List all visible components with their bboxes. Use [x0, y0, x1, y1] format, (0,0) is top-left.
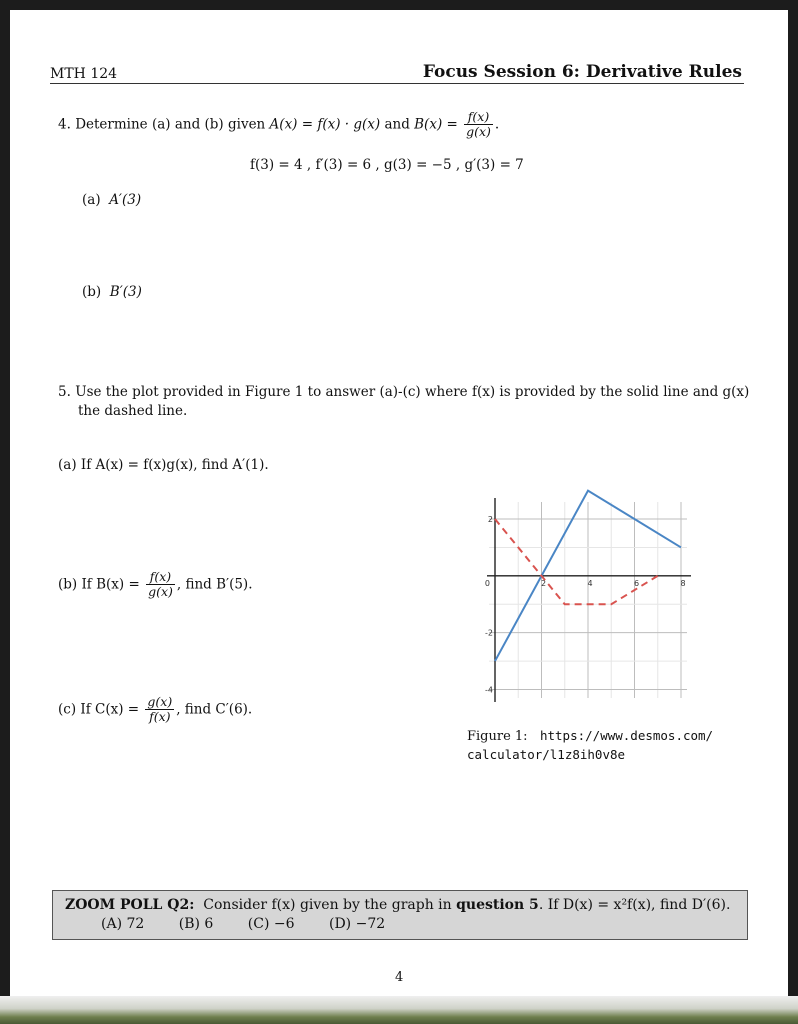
question-4b: (b) B′(3)	[82, 284, 142, 300]
poll-option-c: (C) −6	[247, 916, 295, 932]
question-5b: (b) If B(x) = $\frac{f(x)}{g(x)}$ , find B′(5).	[58, 569, 253, 600]
poll-question: ZOOM POLL Q2: Consider f(x) given by the graph in question 5. If D(x) = x²f(x), find D′(6).	[65, 897, 731, 913]
x-tick-label: 4	[587, 578, 593, 588]
figure-caption-line2: calculator/l1z8ih0v8e	[467, 747, 626, 762]
zoom-poll-box	[52, 890, 748, 940]
x-tick-label: 6	[633, 578, 640, 588]
poll-option-a: (A) 72	[101, 916, 145, 932]
page-title: Focus Session 6: Derivative Rules	[422, 62, 742, 82]
figure-1-graph	[473, 482, 703, 717]
y-tick-label: -4	[485, 685, 493, 695]
figure-caption-line1: Figure 1: https://www.desmos.com/	[467, 728, 714, 744]
question-5a: (a) If A(x) = f(x)g(x), find A′(1).	[58, 457, 269, 473]
g-dashed-line	[495, 519, 658, 604]
question-5-prompt-line1: 5. Use the plot provided in Figure 1 to answer (a)-(c) where f(x) is provided by the solid line and g(x)	[58, 384, 750, 400]
question-4-prompt: 4. Determine (a) and (b) given A(x) = f(x) · g(x) and B(x) = $\frac{f(x)}{g(x)}$ .	[58, 109, 500, 140]
y-tick-label: -2	[485, 628, 493, 638]
y-tick-label: 2	[487, 515, 493, 525]
question-4a: (a) A′(3)	[82, 192, 142, 208]
fraction-f-over-g: $\frac{f(x)}{g(x)}$	[466, 109, 491, 140]
header-rule	[50, 83, 744, 84]
x-tick-label: 0	[484, 578, 490, 588]
poll-option-d: (D) −72	[328, 916, 386, 932]
course-label: MTH 124	[50, 66, 118, 82]
poll-option-b: (B) 6	[178, 916, 214, 932]
document-page	[10, 10, 788, 1024]
background-scenery	[0, 996, 798, 1024]
poll-options	[101, 916, 415, 932]
question-5c: (c) If C(x) = $\frac{g(x)}{f(x)}$ , find C′(6).	[58, 694, 253, 725]
fraction-g-over-f: $\frac{g(x)}{f(x)}$	[147, 694, 173, 725]
question-5-prompt-line2: the dashed line.	[78, 403, 188, 419]
x-tick-label: 2	[540, 578, 547, 588]
fraction-f-over-g: $\frac{f(x)}{g(x)}$	[148, 569, 173, 600]
page-number: 4	[395, 970, 404, 985]
question-4-values: f(3) = 4 , f′(3) = 6 , g(3) = −5 , g′(3) = 7	[250, 157, 524, 173]
x-tick-label: 8	[680, 578, 686, 588]
